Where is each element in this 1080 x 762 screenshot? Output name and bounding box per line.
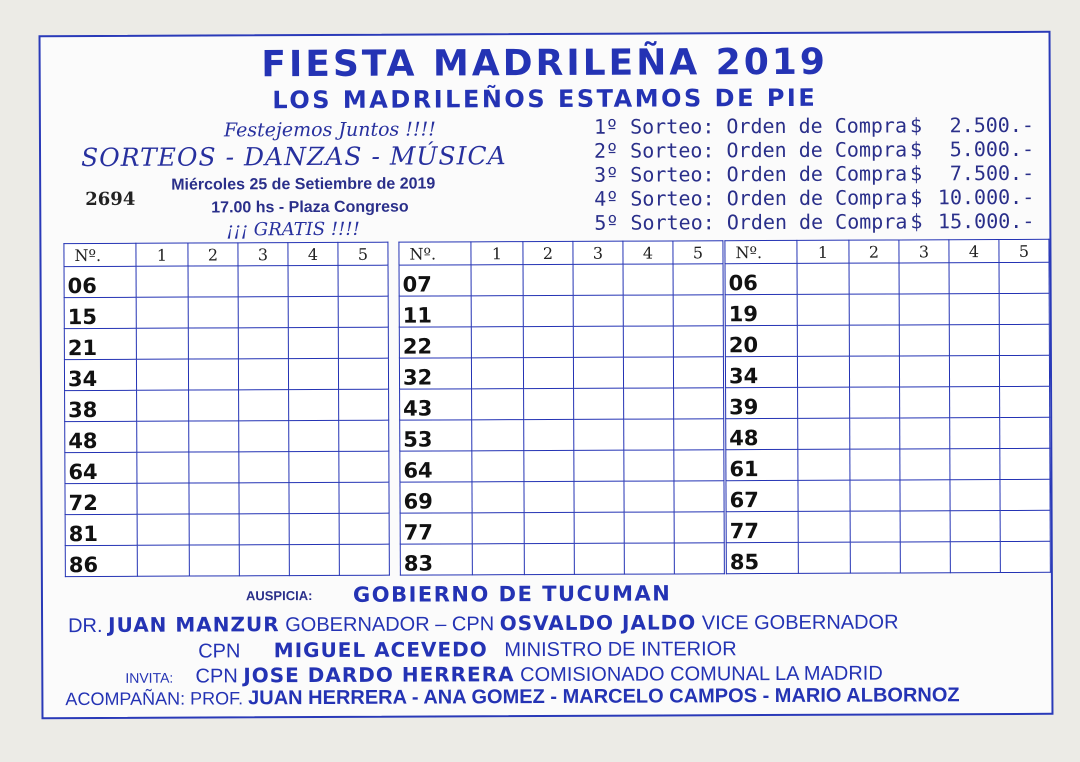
prize-currency: $ xyxy=(909,137,923,162)
mark-cell xyxy=(523,326,573,357)
mark-cell xyxy=(239,514,289,545)
mark-cell xyxy=(288,358,338,389)
mark-cell xyxy=(136,359,188,390)
cpn-prefix: CPN xyxy=(195,665,238,688)
ticket-number: 06 xyxy=(725,263,797,294)
number-grid-2 xyxy=(398,240,724,575)
prize-amount: 5.000.- xyxy=(949,136,1035,162)
grid-header-draw: 4 xyxy=(623,241,673,264)
mark-cell xyxy=(1000,479,1050,510)
table-row xyxy=(65,544,389,576)
ticket-number: 43 xyxy=(400,389,472,420)
prize-currency: $ xyxy=(910,209,923,234)
mark-cell xyxy=(573,264,623,295)
mark-cell xyxy=(673,326,723,357)
mark-cell xyxy=(137,483,189,514)
ticket-number: 39 xyxy=(726,387,798,418)
grid-header-draw: 3 xyxy=(899,240,949,263)
mark-cell xyxy=(899,356,949,387)
mark-cell xyxy=(239,545,289,576)
ticket-number: 64 xyxy=(65,452,137,483)
ticket-number: 11 xyxy=(399,296,471,327)
mark-cell xyxy=(137,452,189,483)
prize-label: 4º Sorteo: Orden de Compra xyxy=(594,185,908,211)
mark-cell xyxy=(900,449,950,480)
mark-cell xyxy=(674,419,724,450)
table-row xyxy=(64,296,388,328)
mark-cell xyxy=(573,326,623,357)
mark-cell xyxy=(472,389,524,420)
mark-cell xyxy=(339,513,389,544)
mark-cell xyxy=(238,297,288,328)
prize-row xyxy=(594,137,1034,163)
mark-cell xyxy=(1000,386,1050,417)
mark-cell xyxy=(288,265,338,296)
table-row xyxy=(400,419,724,451)
ticket-number: 48 xyxy=(726,418,798,449)
mark-cell xyxy=(472,513,524,544)
mark-cell xyxy=(338,296,388,327)
table-row xyxy=(725,262,1049,294)
mark-cell xyxy=(797,263,849,294)
mark-cell xyxy=(849,325,899,356)
mark-cell xyxy=(574,481,624,512)
ticket-number: 32 xyxy=(399,358,471,389)
grid-header-number: Nº. xyxy=(399,242,471,265)
ticket-serial: 2694 xyxy=(85,188,136,211)
mark-cell xyxy=(673,357,723,388)
mark-cell xyxy=(674,388,724,419)
minister-name: MIGUEL ACEVEDO xyxy=(273,637,488,663)
mark-cell xyxy=(949,263,999,294)
mark-cell xyxy=(471,358,523,389)
mark-cell xyxy=(523,357,573,388)
mark-cell xyxy=(797,294,849,325)
mark-cell xyxy=(338,265,388,296)
ticket-number: 15 xyxy=(64,297,136,328)
mark-cell xyxy=(798,387,850,418)
prize-currency: $ xyxy=(910,161,923,186)
mark-cell xyxy=(850,449,900,480)
prize-currency: $ xyxy=(910,185,923,210)
mark-cell xyxy=(339,389,389,420)
grid-header-draw: 2 xyxy=(523,241,573,264)
prize-amount: 15.000.- xyxy=(937,208,1035,234)
mark-cell xyxy=(623,326,673,357)
mark-cell xyxy=(188,297,238,328)
mark-cell xyxy=(850,542,900,573)
mark-cell xyxy=(999,355,1049,386)
mark-cell xyxy=(137,421,189,452)
prize-currency: $ xyxy=(909,113,923,138)
mark-cell xyxy=(136,328,188,359)
mark-cell xyxy=(673,264,723,295)
mark-cell xyxy=(339,451,389,482)
mark-cell xyxy=(289,544,339,575)
mark-cell xyxy=(188,359,238,390)
mark-cell xyxy=(950,542,1000,573)
mark-cell xyxy=(288,296,338,327)
mark-cell xyxy=(798,542,850,573)
mark-cell xyxy=(339,420,389,451)
ticket-number: 22 xyxy=(399,327,471,358)
table-row xyxy=(725,293,1049,325)
mark-cell xyxy=(623,295,673,326)
mark-cell xyxy=(524,388,574,419)
mark-cell xyxy=(338,327,388,358)
mark-cell xyxy=(674,450,724,481)
ticket-number: 72 xyxy=(65,483,137,514)
mark-cell xyxy=(798,511,850,542)
ticket-number: 34 xyxy=(725,356,797,387)
grid-header-draw: 5 xyxy=(338,242,388,265)
table-row xyxy=(65,513,389,545)
table-row xyxy=(399,295,723,327)
mark-cell xyxy=(524,481,574,512)
commissioner-name: JOSE DARDO HERRERA xyxy=(243,662,515,688)
festejemos-text: Festejemos Juntos !!!! xyxy=(223,118,436,142)
mark-cell xyxy=(674,481,724,512)
grid-header-row xyxy=(399,241,723,265)
grid-header-draw: 3 xyxy=(573,241,623,264)
mark-cell xyxy=(289,389,339,420)
mark-cell xyxy=(523,264,573,295)
prize-row xyxy=(594,209,1034,235)
mark-cell xyxy=(849,263,899,294)
ticket-number: 77 xyxy=(726,511,798,542)
mark-cell xyxy=(1000,417,1050,448)
table-row xyxy=(400,481,724,513)
table-row xyxy=(725,355,1049,387)
governor-role: GOBERNADOR – CPN xyxy=(285,613,495,637)
mark-cell xyxy=(623,264,673,295)
officials-line-2 xyxy=(198,636,737,663)
mark-cell xyxy=(624,388,674,419)
mark-cell xyxy=(624,543,674,574)
mark-cell xyxy=(339,482,389,513)
mark-cell xyxy=(238,266,288,297)
mark-cell xyxy=(1000,448,1050,479)
mark-cell xyxy=(523,295,573,326)
grid-header-draw: 1 xyxy=(136,243,188,266)
prize-list xyxy=(594,113,1035,235)
mark-cell xyxy=(999,324,1049,355)
vice-governor-role: VICE GOBERNADOR xyxy=(701,611,899,635)
prize-label: 1º Sorteo: Orden de Compra xyxy=(593,113,908,139)
mark-cell xyxy=(189,483,239,514)
mark-cell xyxy=(950,480,1000,511)
table-row xyxy=(726,417,1050,449)
mark-cell xyxy=(624,512,674,543)
grid-header-draw: 5 xyxy=(673,241,723,264)
mark-cell xyxy=(189,390,239,421)
ticket-number: 64 xyxy=(400,451,472,482)
mark-cell xyxy=(189,545,239,576)
table-row xyxy=(726,386,1050,418)
dr-prefix: DR. xyxy=(68,614,103,638)
ticket-number: 34 xyxy=(64,359,136,390)
mark-cell xyxy=(999,262,1049,293)
mark-cell xyxy=(136,266,188,297)
mark-cell xyxy=(574,419,624,450)
ticket-number: 81 xyxy=(65,514,137,545)
mark-cell xyxy=(573,295,623,326)
mark-cell xyxy=(624,419,674,450)
table-row xyxy=(65,420,389,452)
auspicia-label: AUSPICIA: xyxy=(245,588,313,604)
mark-cell xyxy=(574,512,624,543)
companions-names: JUAN HERRERA - ANA GOMEZ - MARCELO CAMPOS - MARIO ALBORNOZ xyxy=(248,684,960,710)
mark-cell xyxy=(950,511,1000,542)
mark-cell xyxy=(899,263,949,294)
mark-cell xyxy=(289,420,339,451)
mark-cell xyxy=(472,544,524,575)
mark-cell xyxy=(624,481,674,512)
prize-amount: 10.000.- xyxy=(937,184,1035,210)
mark-cell xyxy=(574,388,624,419)
mark-cell xyxy=(999,293,1049,324)
ticket-number: 48 xyxy=(65,421,137,452)
grid-header-number: Nº. xyxy=(64,243,136,266)
table-row xyxy=(726,448,1050,480)
sponsor-name: GOBIERNO DE TUCUMAN xyxy=(352,581,672,607)
mark-cell xyxy=(136,297,188,328)
mark-cell xyxy=(624,450,674,481)
mark-cell xyxy=(798,418,850,449)
mark-cell xyxy=(950,418,1000,449)
gratis-text: ¡¡¡ GRATIS !!!! xyxy=(226,218,360,241)
mark-cell xyxy=(797,325,849,356)
officials-line-4 xyxy=(65,684,959,711)
table-row xyxy=(399,326,723,358)
ticket-number: 38 xyxy=(65,390,137,421)
mark-cell xyxy=(288,327,338,358)
mark-cell xyxy=(239,483,289,514)
mark-cell xyxy=(574,450,624,481)
raffle-ticket xyxy=(39,31,1054,719)
mark-cell xyxy=(471,265,523,296)
grid-header-draw: 1 xyxy=(797,240,849,263)
mark-cell xyxy=(524,450,574,481)
ticket-number: 20 xyxy=(725,325,797,356)
governor-name: JUAN MANZUR xyxy=(108,612,280,637)
mark-cell xyxy=(137,390,189,421)
officials-line-1 xyxy=(68,609,899,638)
mark-cell xyxy=(949,325,999,356)
mark-cell xyxy=(798,449,850,480)
number-grid-3 xyxy=(724,239,1050,574)
mark-cell xyxy=(899,325,949,356)
mark-cell xyxy=(289,513,339,544)
mark-cell xyxy=(674,543,724,574)
mark-cell xyxy=(900,480,950,511)
mark-cell xyxy=(338,358,388,389)
ticket-number: 77 xyxy=(400,513,472,544)
ticket-number: 83 xyxy=(400,544,472,575)
ticket-number: 07 xyxy=(399,265,471,296)
ticket-number: 19 xyxy=(725,294,797,325)
event-time-place: 17.00 hs - Plaza Congreso xyxy=(211,198,409,217)
mark-cell xyxy=(238,359,288,390)
mark-cell xyxy=(900,418,950,449)
mark-cell xyxy=(472,420,524,451)
mark-cell xyxy=(524,512,574,543)
ticket-number: 86 xyxy=(65,545,137,576)
grid-header-number: Nº. xyxy=(725,240,797,263)
table-row xyxy=(726,541,1050,573)
table-row xyxy=(726,479,1050,511)
table-row xyxy=(65,389,389,421)
prize-row xyxy=(594,161,1034,187)
table-row xyxy=(400,512,724,544)
mark-cell xyxy=(674,512,724,543)
table-row xyxy=(725,324,1049,356)
mark-cell xyxy=(949,294,999,325)
ticket-number: 53 xyxy=(400,420,472,451)
mark-cell xyxy=(189,421,239,452)
mark-cell xyxy=(900,387,950,418)
grid-header-draw: 3 xyxy=(238,243,288,266)
mark-cell xyxy=(239,452,289,483)
table-row xyxy=(399,357,723,389)
mark-cell xyxy=(798,480,850,511)
mark-cell xyxy=(471,327,523,358)
table-row xyxy=(399,264,723,296)
acompanan-label: ACOMPAÑAN: PROF. xyxy=(65,688,244,710)
mark-cell xyxy=(188,266,238,297)
mark-cell xyxy=(471,296,523,327)
grid-header-row xyxy=(64,242,388,266)
mark-cell xyxy=(950,449,1000,480)
minister-role: MINISTRO DE INTERIOR xyxy=(504,638,737,662)
mark-cell xyxy=(524,419,574,450)
grid-header-row xyxy=(725,239,1049,263)
table-row xyxy=(400,388,724,420)
mark-cell xyxy=(850,480,900,511)
mark-cell xyxy=(673,295,723,326)
mark-cell xyxy=(849,356,899,387)
mark-cell xyxy=(850,387,900,418)
grid-header-draw: 5 xyxy=(999,239,1049,262)
ticket-number: 06 xyxy=(64,266,136,297)
table-row xyxy=(64,265,388,297)
prize-label: 5º Sorteo: Orden de Compra xyxy=(594,209,908,235)
table-row xyxy=(64,358,388,390)
mark-cell xyxy=(472,482,524,513)
ticket-number: 67 xyxy=(726,480,798,511)
mark-cell xyxy=(900,511,950,542)
grid-header-draw: 4 xyxy=(949,240,999,263)
prize-row xyxy=(594,113,1034,139)
mark-cell xyxy=(289,482,339,513)
mark-cell xyxy=(1000,541,1050,572)
prize-row xyxy=(594,185,1034,211)
mark-cell xyxy=(524,543,574,574)
mark-cell xyxy=(950,387,1000,418)
mark-cell xyxy=(339,544,389,575)
ticket-number: 21 xyxy=(64,328,136,359)
mark-cell xyxy=(137,514,189,545)
mark-cell xyxy=(289,451,339,482)
table-row xyxy=(64,327,388,359)
grid-header-draw: 4 xyxy=(288,242,338,265)
mark-cell xyxy=(849,294,899,325)
event-subtitle: LOS MADRILEÑOS ESTAMOS DE PIE xyxy=(272,83,818,115)
mark-cell xyxy=(850,418,900,449)
vice-governor-name: OSVALDO JALDO xyxy=(499,610,697,636)
table-row xyxy=(400,543,724,575)
mark-cell xyxy=(623,357,673,388)
mark-cell xyxy=(900,542,950,573)
table-row xyxy=(65,451,389,483)
event-date: Miércoles 25 de Setiembre de 2019 xyxy=(171,175,436,194)
cpn-prefix: CPN xyxy=(198,640,241,663)
mark-cell xyxy=(574,543,624,574)
mark-cell xyxy=(899,294,949,325)
mark-cell xyxy=(188,328,238,359)
prize-label: 2º Sorteo: Orden de Compra xyxy=(593,137,908,163)
mark-cell xyxy=(797,356,849,387)
mark-cell xyxy=(850,511,900,542)
mark-cell xyxy=(1000,510,1050,541)
table-row xyxy=(726,510,1050,542)
mark-cell xyxy=(472,451,524,482)
number-grid-1 xyxy=(63,242,389,577)
activities-line: SORTEOS - DANZAS - MÚSICA xyxy=(80,141,507,173)
prize-label: 3º Sorteo: Orden de Compra xyxy=(594,161,908,187)
prize-amount: 2.500.- xyxy=(949,112,1034,138)
ticket-number: 61 xyxy=(726,449,798,480)
mark-cell xyxy=(239,390,289,421)
mark-cell xyxy=(573,357,623,388)
prize-amount: 7.500.- xyxy=(949,160,1035,186)
mark-cell xyxy=(238,328,288,359)
commissioner-role: COMISIONADO COMUNAL LA MADRID xyxy=(520,662,883,687)
ticket-number: 69 xyxy=(400,482,472,513)
mark-cell xyxy=(189,452,239,483)
mark-cell xyxy=(239,421,289,452)
grid-header-draw: 2 xyxy=(188,243,238,266)
grid-header-draw: 2 xyxy=(849,240,899,263)
event-title: FIESTA MADRILEÑA 2019 xyxy=(261,41,829,86)
mark-cell xyxy=(189,514,239,545)
table-row xyxy=(65,482,389,514)
table-row xyxy=(400,450,724,482)
ticket-number: 85 xyxy=(726,542,798,573)
grid-header-draw: 1 xyxy=(471,242,523,265)
invita-label: INVITA: xyxy=(125,669,174,686)
mark-cell xyxy=(137,545,189,576)
mark-cell xyxy=(949,356,999,387)
